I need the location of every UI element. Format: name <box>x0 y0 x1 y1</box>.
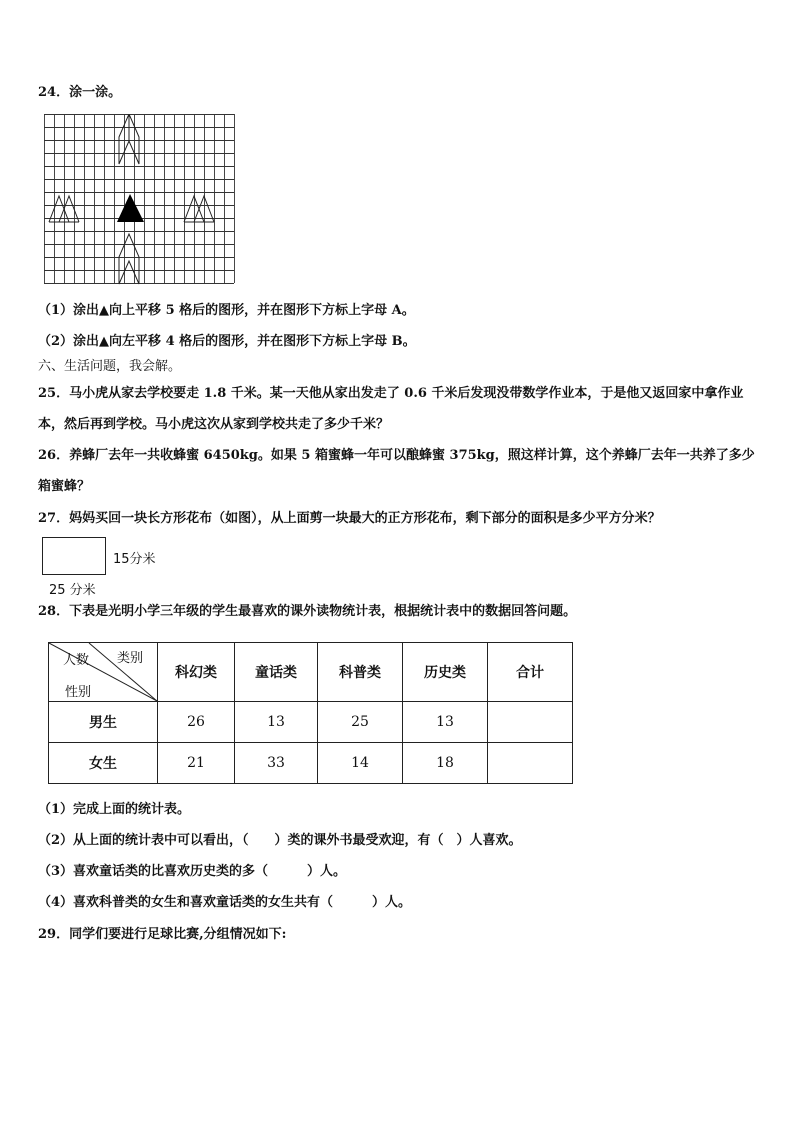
q24-title: 24．涂一涂。 <box>38 85 122 100</box>
header-history: 历史类 <box>403 643 488 702</box>
rectangle-width-label: 15分米 <box>113 552 156 567</box>
q25-text: 25．马小虎从家去学校要走 1.8 千米。某一天他从家出发走了 0.6 千米后发现没带数学作业本，于是他又返回家中拿作业本，然后再到学校。马小虎这次从家到学校共走了多少千米？ <box>38 386 744 432</box>
q27-text: 27．妈妈买回一块长方形花布（如图），从上面剪一块最大的正方形花布，剩下部分的面积是多少平方分米？ <box>38 511 661 526</box>
q28-sub1: （1）完成上面的统计表。 <box>38 802 191 817</box>
q26-text: 26．养蜂厂去年一共收蜂蜜 6450kg。如果 5 箱蜜蜂一年可以酿蜂蜜 375kg，照这样计算，这个养蜂厂去年一共养了多少箱蜜蜂？ <box>38 448 755 494</box>
section-heading: 六、生活问题，我会解。 <box>38 359 182 374</box>
table-row <box>49 743 573 784</box>
rectangle-length-label: 25 分米 <box>49 583 96 598</box>
corner-gender-label: 性别 <box>65 685 92 700</box>
q24-sub2: （2）涂出▲向左平移 4 格后的图形，并在图形下方标上字母 B。 <box>38 334 416 349</box>
cell-boys-history: 13 <box>403 702 488 743</box>
arrow-shape-top <box>119 114 139 164</box>
row-label-girls: 女生 <box>49 743 158 784</box>
cell-boys-science: 25 <box>318 702 403 743</box>
rectangle-figure <box>40 537 240 597</box>
row-label-boys: 男生 <box>49 702 158 743</box>
cell-girls-total <box>488 743 573 784</box>
header-fairytale: 童话类 <box>235 643 318 702</box>
q29-text: 29．同学们要进行足球比赛,分组情况如下: <box>38 927 287 942</box>
cell-boys-scifi: 26 <box>158 702 235 743</box>
header-science: 科普类 <box>318 643 403 702</box>
q28-sub4: （4）喜欢科普类的女生和喜欢童话类的女生共有（ ）人。 <box>38 895 412 910</box>
q28-sub2: （2）从上面的统计表中可以看出，（ ）类的课外书最受欢迎，有（ ）人喜欢。 <box>38 833 522 848</box>
table-row <box>49 702 573 743</box>
cell-boys-fairytale: 13 <box>235 702 318 743</box>
statistics-table <box>48 642 573 784</box>
q28-sub3: （3）喜欢童话类的比喜欢历史类的多（ ）人。 <box>38 864 347 879</box>
q24-sub1: （1）涂出▲向上平移 5 格后的图形，并在图形下方标上字母 A。 <box>38 303 415 318</box>
arrow-shape-bottom <box>119 234 139 284</box>
q28-text: 28．下表是光明小学三年级的学生最喜欢的课外读物统计表，根据统计表中的数据回答问题。 <box>38 604 577 619</box>
cell-girls-history: 18 <box>403 743 488 784</box>
grid-figure <box>44 114 236 286</box>
cell-boys-total <box>488 702 573 743</box>
rectangle-shape <box>42 537 106 575</box>
header-scifi: 科幻类 <box>158 643 235 702</box>
header-total: 合计 <box>488 643 573 702</box>
table-corner-cell <box>49 643 158 702</box>
cell-girls-science: 14 <box>318 743 403 784</box>
cell-girls-fairytale: 33 <box>235 743 318 784</box>
corner-category-label: 类别 <box>116 651 143 666</box>
corner-count-label: 人数 <box>63 653 90 668</box>
black-triangle-shape <box>117 194 144 222</box>
cell-girls-scifi: 21 <box>158 743 235 784</box>
